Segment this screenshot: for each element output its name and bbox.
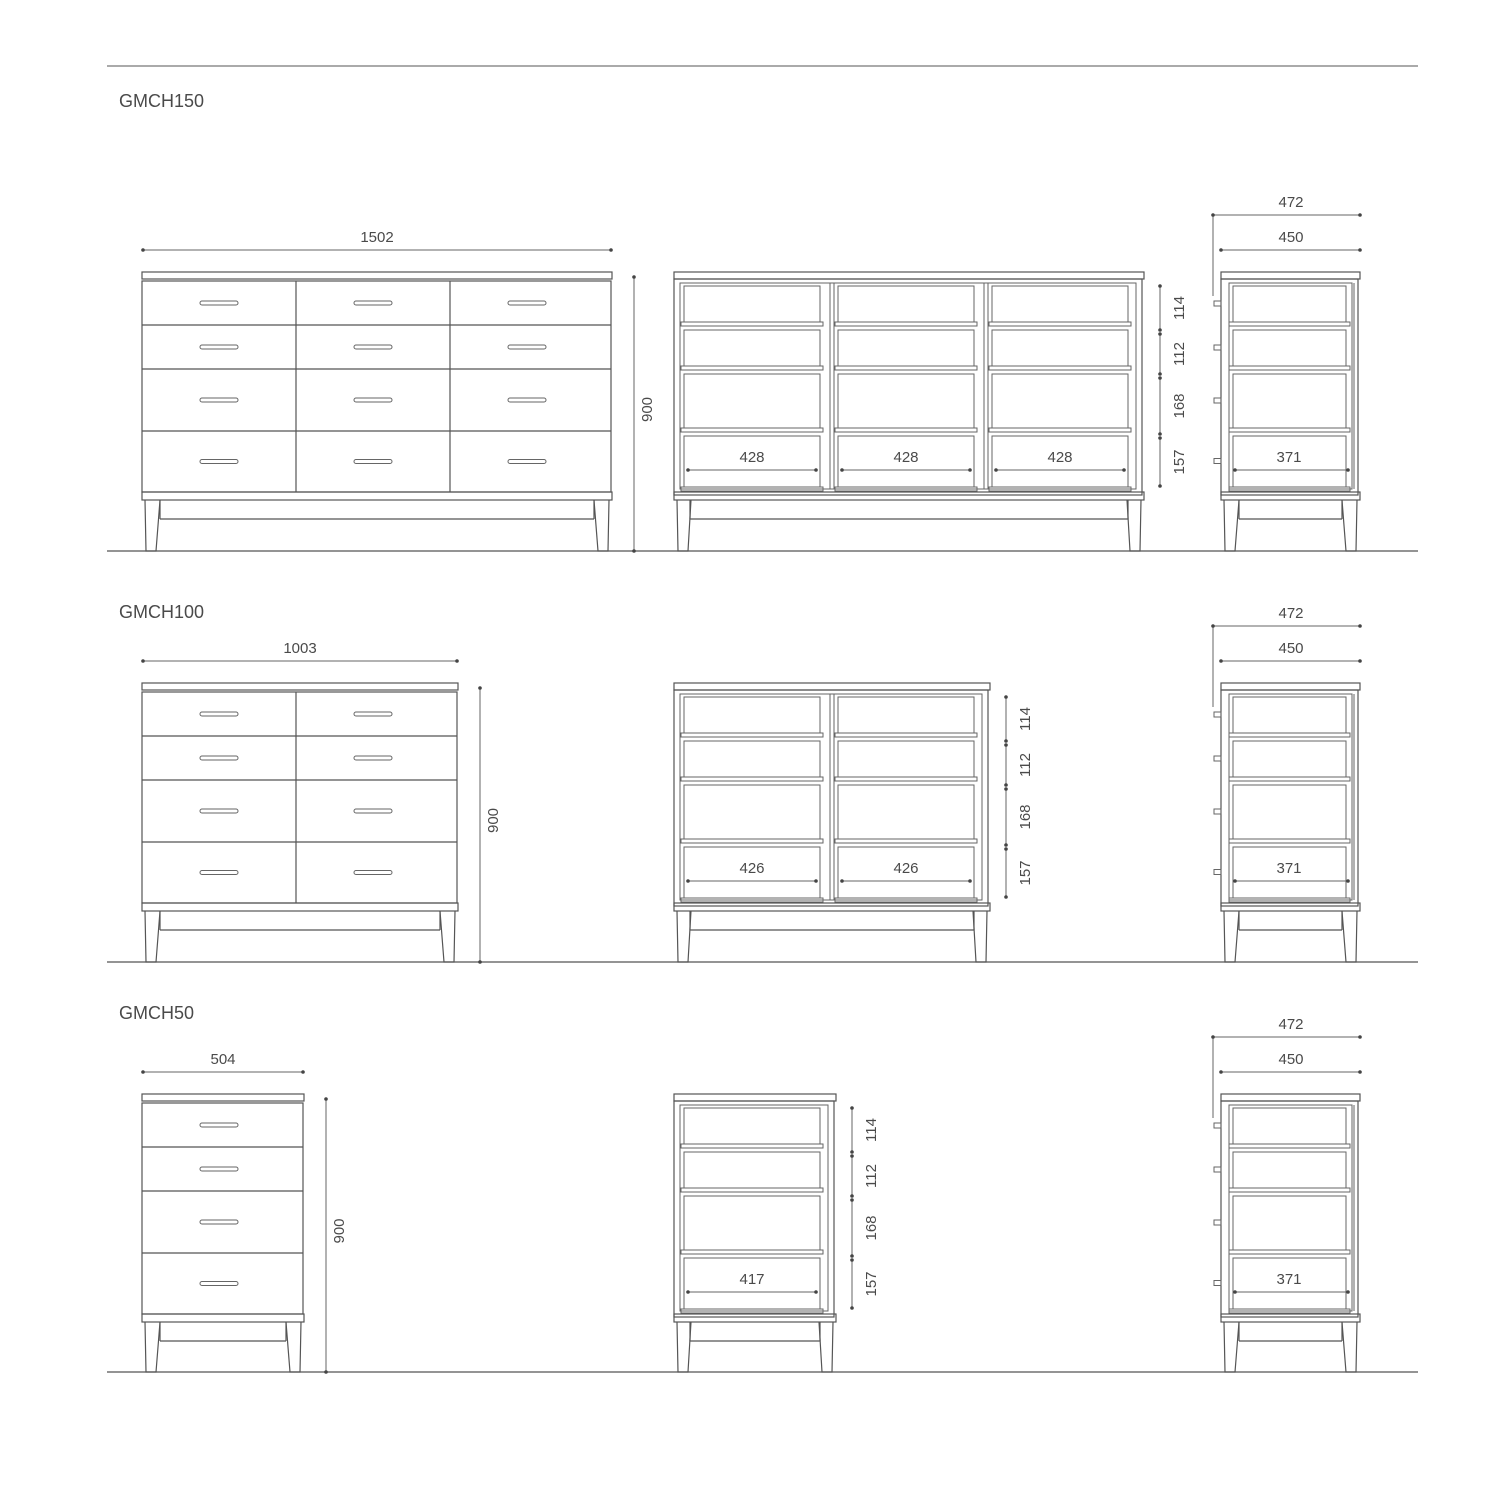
side-left-leg	[1224, 911, 1239, 962]
side-depth-outer-label: 472	[1278, 1016, 1304, 1033]
side-handle-profile	[1214, 712, 1221, 717]
dimension-dot	[1004, 787, 1008, 791]
drawer-handle	[200, 1220, 238, 1224]
side-drawer-frame	[1233, 697, 1346, 733]
dimension-dot	[141, 248, 145, 252]
side-handle-profile	[1214, 870, 1221, 875]
side-handle-profile	[1214, 459, 1221, 464]
drawer-handle	[508, 460, 546, 464]
dimension-dot	[686, 468, 690, 472]
dimension-dot	[1346, 1290, 1350, 1294]
side-depth-inner-dim	[1219, 640, 1362, 663]
back-rail	[681, 322, 823, 326]
back-rail	[681, 733, 823, 737]
drawer-handle	[200, 756, 238, 760]
back-left-leg	[677, 500, 691, 551]
drawer-height-label: 112	[863, 1164, 880, 1188]
dimension-dot	[1358, 659, 1362, 663]
back-drawer-frame	[684, 1152, 820, 1188]
side-handle-profile	[1214, 1281, 1221, 1286]
dimension-dot	[324, 1097, 328, 1101]
plinth	[142, 903, 458, 911]
dimension-dot	[632, 275, 636, 279]
side-handle-profile	[1214, 1123, 1221, 1128]
dimension-dot	[1004, 895, 1008, 899]
drawer-handle	[200, 301, 238, 305]
front-width-dim-label: 504	[210, 1051, 236, 1068]
back-plinth	[674, 1314, 836, 1322]
back-drawer-frame	[992, 330, 1128, 366]
dimension-dot	[1233, 1290, 1237, 1294]
model-title: GMCH150	[119, 91, 205, 111]
back-drawer-frame	[684, 741, 820, 777]
drawer-handle	[354, 460, 392, 464]
front-view	[141, 229, 656, 553]
side-rail	[1229, 322, 1350, 326]
drawer-handle	[200, 1167, 238, 1171]
drawer-height-label: 114	[863, 1118, 880, 1142]
side-depth-inner-label: 450	[1278, 640, 1304, 657]
front-width-dim	[141, 640, 459, 663]
back-inner-frame	[680, 694, 982, 900]
top-board	[142, 272, 612, 279]
back-rail	[681, 1144, 823, 1148]
side-view	[1211, 1016, 1362, 1372]
plinth	[142, 1314, 304, 1322]
dimension-dot	[455, 659, 459, 663]
drawer-handle	[354, 345, 392, 349]
back-drawer-frame	[838, 330, 974, 366]
side-rail	[1229, 1144, 1350, 1148]
dimension-dot	[1219, 1070, 1223, 1074]
back-top-board	[674, 272, 1144, 279]
back-rail	[989, 428, 1131, 432]
front-width-dim-label: 1502	[360, 229, 394, 246]
side-handle-profile	[1214, 809, 1221, 814]
dimension-dot	[850, 1198, 854, 1202]
back-left-leg	[677, 911, 691, 962]
dimension-dot	[968, 879, 972, 883]
back-drawer-frame	[684, 374, 820, 428]
side-drawer-frame	[1233, 1152, 1346, 1188]
side-left-leg	[1224, 500, 1239, 551]
left-leg	[145, 500, 160, 551]
right-leg	[594, 500, 609, 551]
drawer-handle	[200, 1282, 238, 1286]
drawer-handle	[354, 871, 392, 875]
back-rail	[681, 839, 823, 843]
dimension-dot	[1158, 284, 1162, 288]
side-drawer-frame	[1233, 286, 1346, 322]
top-board	[142, 683, 458, 690]
back-drawer-frame	[992, 286, 1128, 322]
drawer-handle	[200, 712, 238, 716]
front-width-dim	[141, 1051, 305, 1074]
dimension-dot	[840, 879, 844, 883]
side-drawer-frame	[1233, 785, 1346, 839]
drawer-handle	[354, 712, 392, 716]
back-rail	[835, 428, 977, 432]
dimension-dot	[1358, 624, 1362, 628]
back-rail	[835, 366, 977, 370]
model-title: GMCH50	[119, 1003, 195, 1023]
plinth	[142, 492, 612, 500]
drawer-handle	[354, 398, 392, 402]
dimension-dot	[1219, 248, 1223, 252]
dimension-dot	[324, 1370, 328, 1374]
dimension-dot	[850, 1306, 854, 1310]
drawer-height-label: 168	[1171, 393, 1188, 419]
back-drawer-frame	[684, 1196, 820, 1250]
model-gmch100	[107, 602, 1418, 964]
drawer-handle	[508, 345, 546, 349]
inner-width-label: 428	[1047, 449, 1073, 466]
side-plinth	[1221, 492, 1360, 500]
side-handle-profile	[1214, 398, 1221, 403]
back-top-board	[674, 1094, 836, 1101]
back-rail	[681, 366, 823, 370]
dimension-dot	[632, 549, 636, 553]
right-leg	[440, 911, 455, 962]
dimension-dot	[1158, 436, 1162, 440]
dimension-dot	[1158, 372, 1162, 376]
carcass	[142, 281, 611, 492]
back-view	[674, 683, 1034, 962]
dimension-dot	[1219, 659, 1223, 663]
back-drawer-frame	[684, 286, 820, 322]
inner-width-label: 417	[739, 1271, 765, 1288]
dimension-dot	[141, 1070, 145, 1074]
drawer-handle	[508, 301, 546, 305]
inner-depth-label: 371	[1276, 1271, 1302, 1288]
back-rail	[835, 839, 977, 843]
inner-width-label: 428	[739, 449, 765, 466]
back-view	[674, 1094, 880, 1372]
side-drawer-frame	[1233, 374, 1346, 428]
side-depth-outer-label: 472	[1278, 605, 1304, 622]
drawer-handle	[200, 345, 238, 349]
model-gmch150	[107, 91, 1418, 553]
drawer-height-label: 157	[1017, 860, 1034, 886]
side-handle-profile	[1214, 345, 1221, 350]
dimension-dot	[1158, 484, 1162, 488]
side-plinth	[1221, 903, 1360, 911]
front-view	[141, 1051, 348, 1374]
back-drawer-frame	[992, 374, 1128, 428]
dimension-dot	[478, 960, 482, 964]
dimension-dot	[1346, 879, 1350, 883]
drawer-handle	[354, 301, 392, 305]
drawer-handle	[508, 398, 546, 402]
dimension-dot	[1233, 468, 1237, 472]
dimension-dot	[1004, 847, 1008, 851]
back-rail	[681, 428, 823, 432]
back-rail	[835, 322, 977, 326]
drawing-root	[107, 91, 1418, 1374]
dimension-dot	[1158, 328, 1162, 332]
dimension-dot	[814, 1290, 818, 1294]
drawer-height-label: 157	[863, 1271, 880, 1297]
dimension-dot	[850, 1106, 854, 1110]
top-board	[142, 1094, 304, 1101]
side-rail	[1229, 733, 1350, 737]
model-title: GMCH100	[119, 602, 205, 622]
back-drawer-frame	[838, 286, 974, 322]
back-drawer-frame	[684, 785, 820, 839]
drawer-height-label: 112	[1171, 342, 1188, 366]
dimension-dot	[1211, 213, 1215, 217]
back-rail	[989, 322, 1131, 326]
dimension-dot	[1004, 843, 1008, 847]
side-depth-inner-dim	[1219, 1051, 1362, 1074]
dimension-dot	[994, 468, 998, 472]
drawer-handle	[200, 809, 238, 813]
drawer-handle	[200, 398, 238, 402]
carcass	[142, 692, 457, 903]
back-rail	[681, 1250, 823, 1254]
dimension-dot	[1346, 468, 1350, 472]
front-height-label: 900	[485, 807, 502, 834]
back-drawer-frame	[684, 1108, 820, 1144]
dimension-dot	[478, 686, 482, 690]
dimension-dot	[968, 468, 972, 472]
side-rail	[1229, 839, 1350, 843]
dimension-dot	[850, 1258, 854, 1262]
dimension-dot	[1358, 248, 1362, 252]
side-rail	[1229, 777, 1350, 781]
back-plinth	[674, 492, 1144, 500]
dimension-dot	[1158, 432, 1162, 436]
dimension-dot	[1233, 879, 1237, 883]
side-top-board	[1221, 1094, 1360, 1101]
side-top-board	[1221, 683, 1360, 690]
back-right-leg	[973, 911, 987, 962]
drawer-handle	[354, 809, 392, 813]
side-drawer-frame	[1233, 741, 1346, 777]
dimension-dot	[1158, 332, 1162, 336]
side-drawer-frame	[1233, 1108, 1346, 1144]
dimension-dot	[686, 879, 690, 883]
side-drawer-frame	[1233, 330, 1346, 366]
side-handle-profile	[1214, 1220, 1221, 1225]
back-drawer-frame	[838, 785, 974, 839]
dimension-dot	[1211, 1035, 1215, 1039]
side-right-leg	[1342, 500, 1357, 551]
drawer-height-label: 168	[1017, 804, 1034, 830]
back-rail	[989, 366, 1131, 370]
inner-width-label: 426	[739, 860, 765, 877]
side-rail	[1229, 428, 1350, 432]
back-right-leg	[819, 1322, 833, 1372]
dimension-dot	[1004, 743, 1008, 747]
dimension-dot	[1358, 213, 1362, 217]
side-drawer-frame	[1233, 1196, 1346, 1250]
back-top-board	[674, 683, 990, 690]
dimension-dot	[1004, 739, 1008, 743]
side-handle-profile	[1214, 301, 1221, 306]
drawer-height-label: 168	[863, 1215, 880, 1241]
dimension-dot	[1158, 376, 1162, 380]
dimension-dot	[1004, 695, 1008, 699]
side-rail	[1229, 366, 1350, 370]
side-top-board	[1221, 272, 1360, 279]
back-plinth	[674, 903, 990, 911]
side-rail	[1229, 1250, 1350, 1254]
dimension-dot	[850, 1154, 854, 1158]
back-drawer-frame	[838, 741, 974, 777]
side-depth-outer-label: 472	[1278, 194, 1304, 211]
left-leg	[145, 1322, 160, 1372]
dimension-dot	[814, 879, 818, 883]
side-view	[1211, 605, 1362, 962]
side-right-leg	[1342, 1322, 1357, 1372]
back-rail	[681, 777, 823, 781]
side-rail	[1229, 1188, 1350, 1192]
front-width-dim	[141, 229, 613, 252]
dimension-dot	[609, 248, 613, 252]
dimension-dot	[840, 468, 844, 472]
side-right-leg	[1342, 911, 1357, 962]
left-leg	[145, 911, 160, 962]
dimension-dot	[1004, 783, 1008, 787]
dimension-dot	[850, 1194, 854, 1198]
back-drawer-frame	[838, 374, 974, 428]
drawer-height-label: 157	[1171, 449, 1188, 475]
front-height-label: 900	[331, 1218, 348, 1244]
side-depth-inner-label: 450	[1278, 229, 1304, 246]
dimension-dot	[301, 1070, 305, 1074]
drawer-handle	[200, 1123, 238, 1127]
dimension-dot	[1211, 624, 1215, 628]
front-height-label: 900	[639, 396, 656, 423]
back-drawer-frame	[684, 330, 820, 366]
inner-depth-label: 371	[1276, 860, 1302, 877]
front-width-dim-label: 1003	[283, 640, 317, 657]
side-view	[1211, 194, 1362, 551]
back-right-leg	[1127, 500, 1141, 551]
side-handle-profile	[1214, 1167, 1221, 1172]
dimension-dot	[850, 1254, 854, 1258]
model-gmch50	[107, 1003, 1418, 1374]
dimension-dot	[686, 1290, 690, 1294]
back-drawer-frame	[684, 697, 820, 733]
front-view	[141, 640, 502, 964]
back-drawer-frame	[838, 697, 974, 733]
dimension-dot	[850, 1150, 854, 1154]
drawer-height-label: 114	[1171, 296, 1188, 320]
carcass	[142, 1103, 303, 1314]
dimension-dot	[1122, 468, 1126, 472]
side-left-leg	[1224, 1322, 1239, 1372]
side-depth-inner-dim	[1219, 229, 1362, 252]
inner-width-label: 426	[893, 860, 919, 877]
side-plinth	[1221, 1314, 1360, 1322]
drawer-height-label: 114	[1017, 707, 1034, 731]
side-handle-profile	[1214, 756, 1221, 761]
dimension-dot	[1358, 1070, 1362, 1074]
back-carcass	[674, 690, 988, 906]
drawer-handle	[354, 756, 392, 760]
inner-width-label: 428	[893, 449, 919, 466]
back-view	[674, 272, 1188, 551]
dimension-dot	[1358, 1035, 1362, 1039]
back-rail	[681, 1188, 823, 1192]
drawer-handle	[200, 460, 238, 464]
dimension-dot	[141, 659, 145, 663]
back-rail	[835, 733, 977, 737]
drawer-handle	[200, 871, 238, 875]
back-rail	[835, 777, 977, 781]
right-leg	[286, 1322, 301, 1372]
side-depth-inner-label: 450	[1278, 1051, 1304, 1068]
inner-depth-label: 371	[1276, 449, 1302, 466]
back-left-leg	[677, 1322, 691, 1372]
drawer-height-label: 112	[1017, 753, 1034, 777]
dimension-dot	[814, 468, 818, 472]
